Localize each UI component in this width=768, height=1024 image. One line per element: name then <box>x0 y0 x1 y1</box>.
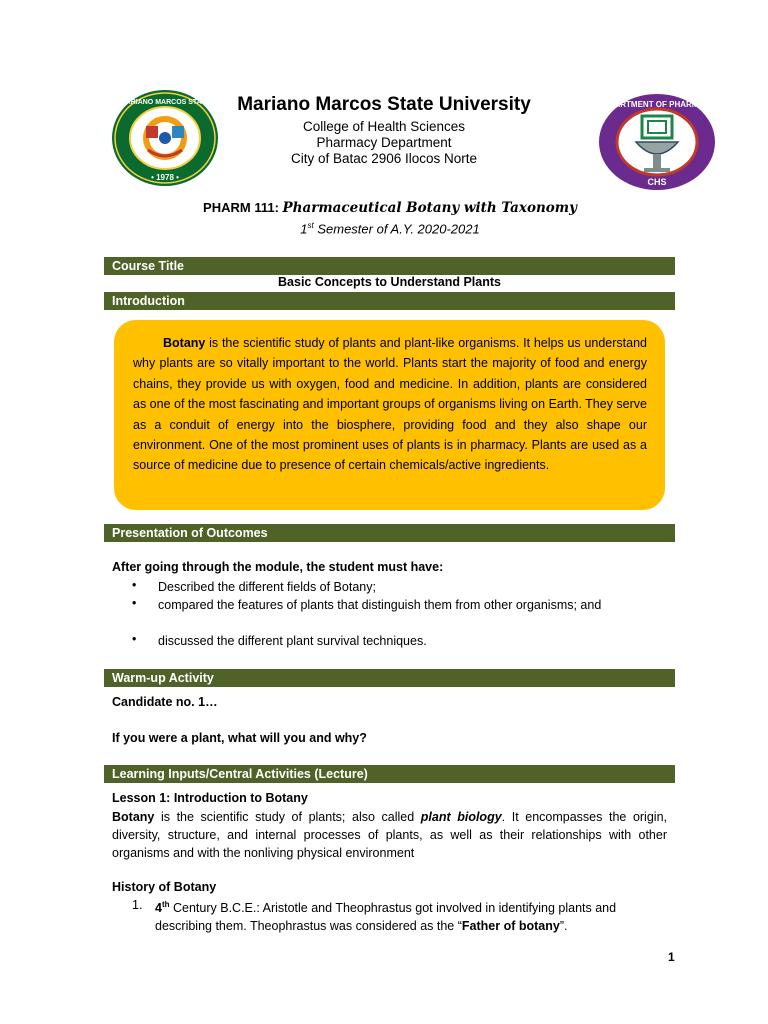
department-name: Pharmacy Department <box>316 135 452 150</box>
semester-line: 1st Semester of A.Y. 2020-2021 <box>300 221 480 237</box>
list-number: 1. <box>132 898 143 912</box>
section-header-introduction: Introduction <box>104 292 675 310</box>
outcome-item: Described the different fields of Botany; <box>158 580 376 594</box>
course-code-line <box>0 200 768 216</box>
warmup-question: If you were a plant, what will you and why? <box>112 731 367 745</box>
location-line: City of Batac 2906 Ilocos Norte <box>290 151 478 166</box>
course-code: PHARM 111: <box>203 200 283 215</box>
outcomes-lead: After going through the module, the student must have: <box>112 560 444 574</box>
section-header-warmup: Warm-up Activity <box>104 669 675 687</box>
svg-text:MARIANO MARCOS STATE: MARIANO MARCOS STATE <box>119 99 211 106</box>
svg-text:• 1978 •: • 1978 • <box>151 173 179 182</box>
lesson-title: Lesson 1: Introduction to Botany <box>112 791 308 805</box>
section-header-learning-inputs: Learning Inputs/Central Activities (Lecture) <box>104 765 675 783</box>
intro-body: is the scientific study of plants and plant-like organisms. It helps us understand why plants are so vitally important to the world. Plants start the majority of food and energy chains, they provide us with oxygen, food and medicine. In addition, plants are considered as one of the most fascinating and important groups of organisms living on Earth. They serve as a conduit of energy into the biosphere, providing food and they also shape our environment. One of the most prominent uses of plants is in pharmacy. Plants are used as a source of medicine due to presence of certain chemicals/active ingredients. <box>133 336 647 473</box>
botany-definition: Botany is the scientific study of plants; also called plant biology. It encompasses the origin, diversity, structure, and internal processes of plants, as well as their relationships with other organisms and with the nonliving physical environment <box>112 810 667 860</box>
outcome-item: discussed the different plant survival techniques. <box>158 634 427 648</box>
bullet-icon: • <box>132 596 137 610</box>
bullet-icon: • <box>132 578 137 592</box>
svg-text:CHS: CHS <box>647 177 667 187</box>
course-subject: Pharmaceutical Botany with Taxonomy <box>282 200 577 216</box>
svg-text:DEPARTMENT OF PHARMACY: DEPARTMENT OF PHARMACY <box>598 100 716 109</box>
section-header-course-title: Course Title <box>104 257 675 275</box>
history-title: History of Botany <box>112 880 217 894</box>
warmup-candidate: Candidate no. 1… <box>112 695 218 709</box>
section-header-outcomes: Presentation of Outcomes <box>104 524 675 542</box>
outcome-item: compared the features of plants that distinguish them from other organisms; and <box>158 598 602 612</box>
university-name: Mariano Marcos State University <box>237 94 531 115</box>
history-item: 4th Century B.C.E.: Aristotle and Theophrastus got involved in identifying plants and describing them. Theophrastus was considered as the “Father of botany”. <box>155 900 617 934</box>
college-name: College of Health Sciences <box>302 119 466 134</box>
page-number: 1 <box>668 950 675 964</box>
course-title-value: Basic Concepts to Understand Plants <box>278 275 501 289</box>
bullet-icon: • <box>132 632 137 646</box>
introduction-callout <box>114 320 665 510</box>
intro-lead-term: Botany <box>163 336 206 350</box>
